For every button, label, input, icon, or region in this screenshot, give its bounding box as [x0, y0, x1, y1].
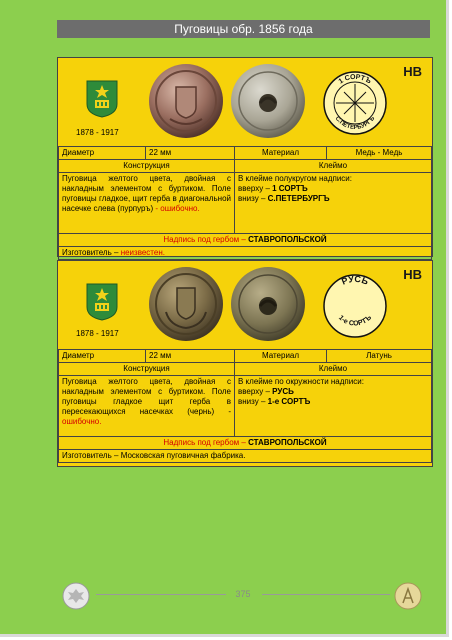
- years: 1878 - 1917: [76, 329, 119, 338]
- maker-row: [59, 247, 432, 260]
- inscription-label: Надпись под гербом –: [163, 235, 246, 244]
- stamp-bottom-text: С.ПЕТЕРБУРГЪ: [333, 115, 377, 132]
- stamp-bottom-text: 1-е СОРТЪ: [336, 314, 374, 328]
- stamp-top-text: РУСЬ: [340, 273, 370, 287]
- badge-hv: НВ: [403, 267, 422, 282]
- maker-value: Московская пуговичная фабрика.: [120, 451, 246, 460]
- button-front-photo: [148, 63, 224, 139]
- mark-top-value: РУСЬ: [272, 387, 294, 396]
- material-value: Латунь: [327, 350, 432, 363]
- maker-label: Изготовитель –: [62, 248, 119, 257]
- construction-error: ошибочно.: [62, 417, 102, 426]
- material-label: Материал: [235, 147, 327, 160]
- construction-description: [59, 376, 235, 437]
- mark-bottom-prefix: внизу –: [238, 397, 266, 406]
- coat-of-arms-icon: [86, 283, 118, 321]
- info-table: [58, 146, 432, 260]
- button-card-1: [57, 57, 433, 257]
- inscription-label: Надпись под гербом –: [163, 438, 246, 447]
- mark-stamp-icon: [322, 273, 388, 339]
- inscription-row: [59, 437, 432, 450]
- construction-description: [59, 173, 235, 234]
- mark-label: Клеймо: [235, 363, 432, 376]
- inscription-row: [59, 234, 432, 247]
- years: 1878 - 1917: [76, 128, 119, 137]
- maker-label: Изготовитель –: [62, 451, 119, 460]
- mark-description: [235, 173, 432, 234]
- footer-line-left: [96, 594, 226, 595]
- page-title: Пуговицы обр. 1856 года: [57, 20, 430, 38]
- info-table: [58, 349, 432, 463]
- eagle-medal-icon: [62, 582, 90, 610]
- inscription-value: СТАВРОПОЛЬСКОЙ: [248, 235, 327, 244]
- footer-line-right: [262, 594, 390, 595]
- construction-label: Конструкция: [59, 363, 235, 376]
- mark-description: [235, 376, 432, 437]
- mark-bottom-prefix: внизу –: [238, 194, 266, 203]
- mark-bottom-value: С.ПЕТЕРБУРГЪ: [267, 194, 330, 203]
- mark-top-prefix: вверху –: [238, 387, 270, 396]
- material-label: Материал: [235, 350, 327, 363]
- construction-label: Конструкция: [59, 160, 235, 173]
- coat-of-arms-icon: [86, 80, 118, 118]
- diameter-value: 22 мм: [146, 147, 235, 160]
- button-front-photo: [148, 266, 224, 342]
- button-back-photo: [230, 63, 306, 139]
- diameter-label: Диаметр: [59, 147, 146, 160]
- monogram-medal-icon: [394, 582, 422, 610]
- mark-label: Клеймо: [235, 160, 432, 173]
- maker-row: [59, 450, 432, 463]
- button-back-photo: [230, 266, 306, 342]
- page-number: 375: [235, 589, 251, 599]
- diameter-label: Диаметр: [59, 350, 146, 363]
- mark-intro: В клейме по окружности надписи:: [238, 377, 364, 386]
- construction-text: Пуговица желтого цвета, двойная с накладным элементом с буртиком. Поле пуговицы гладкое, щит герба в диагональной насечке слева (пурпуръ): [62, 174, 231, 213]
- material-value: Медь - Медь: [327, 147, 432, 160]
- maker-value: неизвестен.: [120, 248, 165, 257]
- inscription-value: СТАВРОПОЛЬСКОЙ: [248, 438, 327, 447]
- badge-hv: НВ: [403, 64, 422, 79]
- mark-top-prefix: вверху –: [238, 184, 270, 193]
- stamp-top-text: 1 СОРТЪ: [337, 73, 373, 86]
- diameter-value: 22 мм: [146, 350, 235, 363]
- mark-stamp-icon: [322, 70, 388, 136]
- construction-text: Пуговица желтого цвета, двойная с накладным элементом с буртиком. Поле пуговицы гладкое щит герба в пересекающихся насечках (чернь) -: [62, 377, 231, 416]
- mark-bottom-value: 1-е СОРТЪ: [267, 397, 311, 406]
- mark-top-value: 1 СОРТЪ: [272, 184, 308, 193]
- construction-error: - ошибочно.: [155, 204, 200, 213]
- mark-intro: В клейме полукругом надписи:: [238, 174, 352, 183]
- button-card-2: [57, 260, 433, 467]
